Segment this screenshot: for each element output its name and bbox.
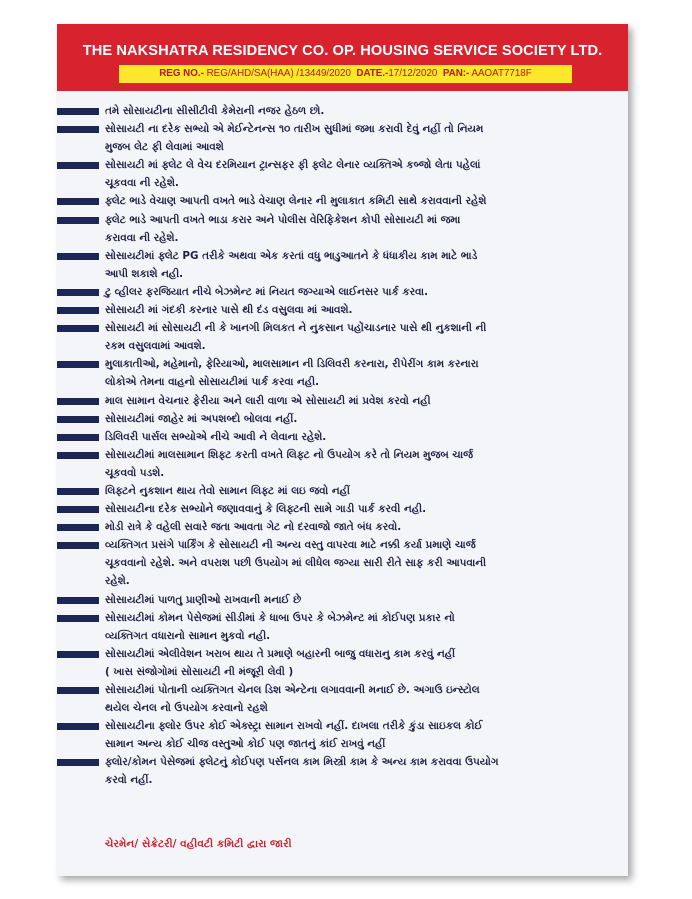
rule-line: કરાવવા ની રહેશે.: [105, 231, 179, 244]
notice-board: [57, 24, 628, 876]
header-banner: [57, 24, 628, 91]
rule-line: સોસાયટીના દરેક સભ્યોને જણાવવાનું કે લિફ્ટની સામે ગાડી પાર્ક કરવી નહી.: [105, 503, 427, 516]
rule-item: [57, 681, 628, 717]
bullet-bar-icon: [57, 126, 99, 133]
bullet-bar-icon: [57, 289, 99, 296]
bullet-bar-icon: [57, 488, 99, 495]
rule-line: સોસાયટી માં સોસાયટી ની કે ખાનગી મિલકત ને નુકસાન પહોંચાડનાર પાસે થી નુકશાની ની: [105, 322, 487, 335]
bullet-bar-icon: [57, 307, 99, 314]
rule-line: થયેલ ચેનલ નો ઉપયોગ કરવાનો રહશે: [105, 702, 268, 715]
bullet-bar-icon: [57, 162, 99, 169]
rule-item: [57, 591, 628, 609]
bullet-bar-icon: [57, 506, 99, 513]
bullet-bar-icon: [57, 687, 99, 694]
rule-line: ચૂકવવાનો રહેશે. અને વપરાશ પછી ઉપયોગ માં લીધેલ જગ્યા સારી રીતે સાફ કરી આપવાની: [105, 557, 487, 570]
rule-line: સોસાયટીના ફ્લોર ઉપર કોઈ એક્સ્ટ્રા સામાન રાખવો નહીં. દાખલા તરીકે કુંડા સાઇકલ કોઈ: [105, 720, 483, 733]
bullet-bar-icon: [57, 198, 99, 205]
rule-line: સામાન અન્ય કોઈ ચીજ વસ્તુઓ કોઈ પણ જાતનું કાંઈ રાખવું નહીં: [105, 738, 386, 751]
bullet-bar-icon: [57, 759, 99, 766]
rule-item: [57, 428, 628, 446]
rule-item: [57, 446, 628, 482]
bullet-bar-icon: [57, 723, 99, 730]
rule-line: સોસાયટી ના દરેક સભ્યો એ મેઈન્ટેનન્સ ૧૦ તારીખ સુધીમાં જમા કરાવી દેવું નહીં તો નિયમ: [105, 123, 484, 136]
bullet-bar-icon: [57, 597, 99, 604]
rule-line: ડિલિવરી પાર્સલ સભ્યોએ નીચે આવી ને લેવાના રહેશે.: [105, 430, 327, 443]
reg-value: REG/AHD/SA(HAA) /13449/2020: [206, 68, 351, 79]
date-label: DATE.-: [356, 68, 389, 79]
rule-item: [57, 301, 628, 319]
rule-line: મુજબ લેટ ફી લેવામાં આવશે: [105, 141, 224, 154]
rule-line: કરવો નહીં.: [105, 774, 153, 787]
rule-line: વ્યક્તિગત પ્રસંગે પાર્કિંગ કે સોસાયટી ની અન્ય વસ્તુ વાપરવા માટે નક્કી કર્યા પ્રમાણે ચાર્જ: [105, 539, 476, 552]
bullet-bar-icon: [57, 217, 99, 224]
rule-item: [57, 753, 628, 789]
bullet-bar-icon: [57, 615, 99, 622]
rule-line: રકમ વસુલવામાં આવશે.: [105, 340, 206, 353]
registration-bar: [119, 65, 572, 83]
rule-line: ટુ વ્હીલર ફરજિયાત નીચે બેઝમેન્ટ માં નિયત જગ્યાએ લાઈનસર પાર્ક કરવા.: [105, 285, 429, 298]
bullet-bar-icon: [57, 398, 99, 405]
rule-item: [57, 247, 628, 283]
rule-item: [57, 392, 628, 410]
rule-line: માલ સામાન વેચનાર ફેરીયા અને લારી વાળા એ સોસાયટી માં પ્રવેશ કરવો નહી: [105, 394, 431, 407]
rule-line: ફ્લેટ ભાડે વેચાણ આપતી વખતે ભાડે વેચાણ લેનાર ની મુલાકાત કમિટી સાથે કરાવવાની રહેશે: [105, 195, 487, 208]
bullet-bar-icon: [57, 651, 99, 658]
rule-line: સોસાયટીમાં જાહેર માં અપશબ્દો બોલવા નહીં.: [105, 412, 298, 425]
rule-item: [57, 319, 628, 355]
bullet-bar-icon: [57, 434, 99, 441]
rule-item: [57, 410, 628, 428]
bullet-bar-icon: [57, 524, 99, 531]
bullet-bar-icon: [57, 416, 99, 423]
rule-line: ફ્લેટ ભાડે આપતી વખતે ભાડા કરાર અને પોલીસ વેરિફિકેશન કોપી સોસાયટી માં જમા: [105, 213, 461, 226]
rule-line: ફ્લોર/કોમન પેસેજમાં ફ્લેટનું કોઈપણ પર્સનલ કામ મિસ્ત્રી કામ કે અન્ય કામ કરાવવા ઉપયોગ: [105, 756, 499, 769]
rule-line: ચૂકવવા ની રહેશે.: [105, 177, 179, 190]
rule-line: વ્યક્તિગત વધારાનો સામાન મુકવો નહી.: [105, 629, 271, 642]
rule-item: [57, 283, 628, 301]
bullet-bar-icon: [57, 542, 99, 549]
pan-value: AAOAT7718F: [471, 68, 532, 79]
date-value: 17/12/2020: [388, 68, 438, 79]
rule-item: [57, 482, 628, 500]
bullet-bar-icon: [57, 361, 99, 368]
rule-line: મોડી રાત્રે કે વહેલી સવારે જતા આવતા ગેટ નો દરવાજો જાતે બંધ કરવો.: [105, 521, 402, 534]
rule-line: ( ખાસ સંજોગોમાં સોસાયટી ની મંજૂરી લેવી ): [105, 665, 294, 678]
rule-item: [57, 355, 628, 391]
rule-item: [57, 192, 628, 210]
rule-item: [57, 609, 628, 645]
rule-item: [57, 536, 628, 590]
bullet-bar-icon: [57, 253, 99, 260]
rule-line: આપી શકાશે નહી.: [105, 267, 184, 280]
rule-item: [57, 500, 628, 518]
rule-item: [57, 518, 628, 536]
rules-list: [57, 102, 628, 790]
rule-line: સોસાયટીમાં માલસામાન શિફ્ટ કરતી વખતે લિફ્ટ નો ઉપયોગ કરે તો નિયમ મુજબ ચાર્જ: [105, 448, 473, 461]
rule-item: [57, 156, 628, 192]
bullet-bar-icon: [57, 325, 99, 332]
rule-item: [57, 120, 628, 156]
rule-item: [57, 717, 628, 753]
rule-item: [57, 211, 628, 247]
rule-line: લિફ્ટને નુકશાન થાય તેવો સામાન લિફ્ટ માં લઇ જવો નહીં: [105, 484, 350, 497]
rule-line: સોસાયટી માં ફ્લેટ લે વેચ દરમિયાન ટ્રાન્સફર ફી ફ્લેટ લેનાર વ્યક્તિએ કબ્જો લેતા પહેલાં: [105, 159, 481, 172]
rule-line: સોસાયટી માં ગંદકી કરનાર પાસે થી દંડ વસુલવા માં આવશે.: [105, 304, 353, 317]
rule-line: સોસાયટીમાં એલીવેશન ખરાબ થાય તે પ્રમાણે બહારની બાજુ વધારાનુ કામ કરવું નહીં: [105, 647, 456, 660]
rule-line: લોકોએ તેમના વાહનો સોસાયટીમાં પાર્ક કરવા નહી.: [105, 376, 320, 389]
rule-line: સોસાયટીમાં પોતાની વ્યક્તિગત ચેનલ ડિશ એન્ટેના લગાવવાની મનાઈ છે. અગાઉ ઇન્સ્ટોલ: [105, 684, 480, 696]
pan-label: PAN:-: [442, 68, 470, 79]
bullet-bar-icon: [57, 452, 99, 459]
issued-by-footer: ચેરમેન/ સેક્રેટરી/ વહીવટી કમિટી દ્વારા જારી: [105, 838, 292, 850]
rule-line: સોસાયટીમાં ફ્લેટ PG તરીકે અથવા એક કરતાં વધુ ભાડુઆતને કે ધંધાકીય કામ માટે ભાડે: [105, 249, 478, 262]
rule-line: સોસાયટીમાં પાળતુ પ્રાણીઓ રાખવાની મનાઈ છે: [105, 593, 302, 606]
rule-item: [57, 645, 628, 681]
rule-line: મુલાકાતીઓ, મહેમાનો, ફેરિયાઓ, માલસામાન ની ડિલિવરી કરનારા, રીપેરીંગ કામ કરનારા: [105, 358, 479, 371]
bullet-bar-icon: [57, 108, 99, 115]
rule-line: તમે સોસાયટીના સીસીટીવી કેમેરાની નજર હેઠળ છો.: [105, 105, 325, 117]
rule-line: ચૂકવવો પડશે.: [105, 466, 165, 479]
reg-label: REG NO.-: [159, 68, 204, 79]
rule-line: રહેશે.: [105, 575, 130, 588]
society-title: THE NAKSHATRA RESIDENCY CO. OP. HOUSING SERVICE SOCIETY LTD.: [82, 43, 603, 59]
rule-item: [57, 102, 628, 120]
rule-line: સોસાયટીમાં કોમન પેસેજમાં સીડીમાં કે ધાબા ઉપર કે બેઝમેન્ટ માં કોઈપણ પ્રકાર નો: [105, 611, 455, 624]
